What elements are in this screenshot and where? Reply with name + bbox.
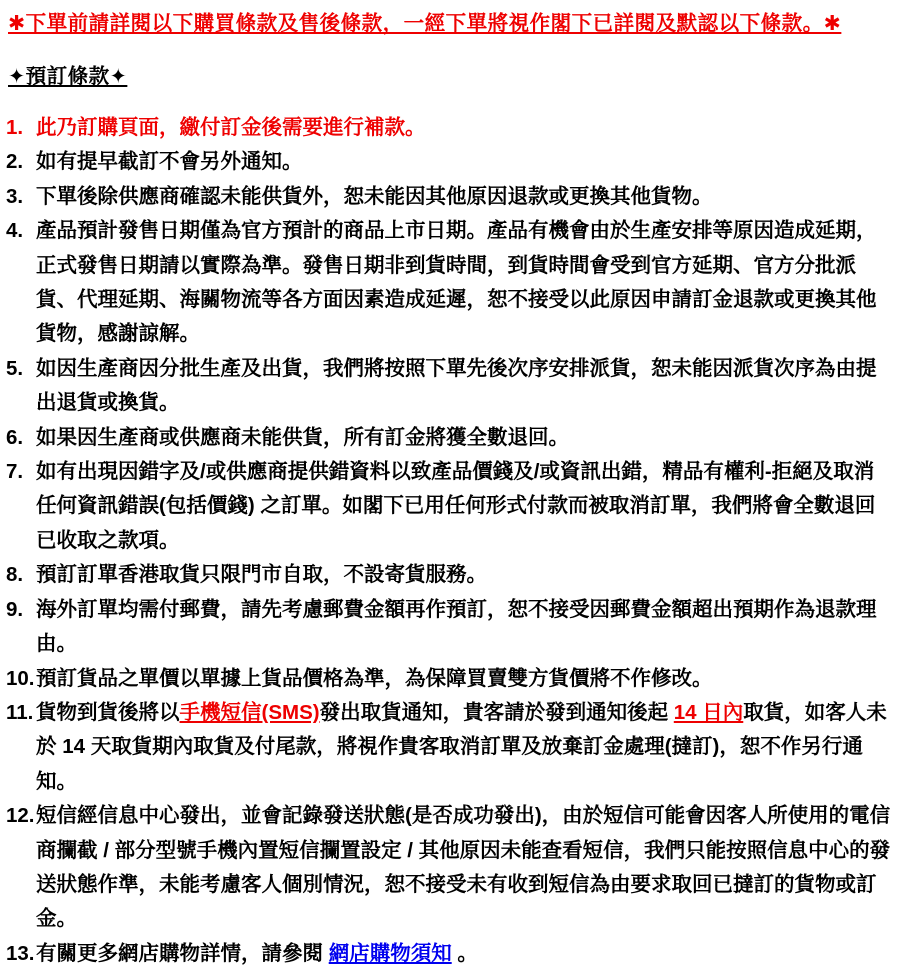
term-text bbox=[36, 593, 893, 662]
term-text bbox=[36, 214, 893, 352]
term-text bbox=[36, 180, 893, 214]
term-text-segment: 發出取貨通知，貴客請於發到通知後起 bbox=[319, 700, 674, 724]
term-item bbox=[6, 593, 893, 662]
term-text bbox=[36, 662, 893, 696]
shop-guide-link[interactable]: 網店購物須知 bbox=[328, 941, 452, 965]
term-text-segment: 如因生產商因分批生產及出貨，我們將按照下單先後次序安排派貨，恕未能因派貨次序為由提出退貨或換貨。 bbox=[36, 356, 877, 415]
term-number: 12. bbox=[6, 804, 35, 828]
terms-list bbox=[6, 111, 893, 971]
term-item bbox=[6, 352, 893, 421]
term-item bbox=[6, 696, 893, 799]
term-number: 10. bbox=[6, 666, 35, 690]
term-text-segment: 海外訂單均需付郵費，請先考慮郵費金額再作預訂，恕不接受因郵費金額超出預期作為退款理由。 bbox=[36, 597, 877, 656]
term-item bbox=[6, 111, 893, 145]
term-text-segment: 產品預計發售日期僅為官方預計的商品上市日期。產品有機會由於生產安排等原因造成延期，正式發售日期請以實際為準。發售日期非到貨時間，到貨時間會受到官方延期、官方分批派貨、代理延期、海關物流等各方面因素造成延遲，恕不接受以此原因申請訂金退款或更換其他貨物，感謝諒解。 bbox=[36, 219, 877, 346]
pickup-deadline-highlight: 14 日內 bbox=[673, 700, 744, 724]
term-text-segment: 預訂貨品之單價以單據上貨品價格為準，為保障買賣雙方貨價將不作修改。 bbox=[36, 666, 713, 690]
term-text-segment: 有關更多網店購物詳情，請參閱 bbox=[36, 941, 329, 965]
term-text-segment: 貨物到貨後將以 bbox=[36, 700, 180, 724]
term-number: 9. bbox=[6, 597, 24, 621]
term-text-segment: 預訂訂單香港取貨只限門市自取，不設寄貨服務。 bbox=[36, 563, 487, 587]
term-text bbox=[36, 145, 893, 179]
term-number: 13. bbox=[6, 941, 35, 965]
term-text bbox=[36, 111, 893, 145]
term-item bbox=[6, 558, 893, 592]
term-item bbox=[6, 214, 893, 352]
term-text bbox=[36, 421, 893, 455]
term-number: 4. bbox=[6, 219, 24, 243]
term-item bbox=[6, 180, 893, 214]
term-text bbox=[36, 799, 893, 937]
term-number: 7. bbox=[6, 460, 24, 484]
term-item bbox=[6, 145, 893, 179]
term-text-segment: 如有出現因錯字及/或供應商提供錯資料以致產品價錢及/或資訊出錯，精品有權利-拒絕及取消任何資訊錯誤(包括價錢) 之訂單。如閣下已用任何形式付款而被取消訂單，我們將會全數退回已收取之款項。 bbox=[36, 460, 876, 552]
sms-notice-highlight: 手機短信(SMS) bbox=[179, 700, 320, 724]
term-number: 3. bbox=[6, 184, 24, 208]
term-text-segment: 如有提早截訂不會另外通知。 bbox=[36, 150, 303, 174]
term-number: 6. bbox=[6, 425, 24, 449]
term-item bbox=[6, 662, 893, 696]
term-number: 2. bbox=[6, 150, 24, 174]
term-text-segment: 。 bbox=[451, 941, 478, 965]
term-text-segment: 如果因生產商或供應商未能供貨，所有訂金將獲全數退回。 bbox=[36, 425, 569, 449]
term-text-segment: 短信經信息中心發出，並會記錄發送狀態(是否成功發出)，由於短信可能會因客人所使用的電信商攔截 / 部分型號手機內置短信攔置設定 / 其他原因未能查看短信，我們只能按照信息中心的發送狀態作準，未能考慮客人個別情況，恕不接受未有收到短信為由要求取回已撻訂的貨物或訂金。 bbox=[36, 804, 891, 931]
term-number: 1. bbox=[6, 116, 24, 139]
term-text bbox=[36, 455, 893, 558]
term-text-segment: 此乃訂購頁面，繳付訂金後需要進行補款。 bbox=[36, 116, 426, 139]
term-text bbox=[36, 696, 893, 799]
term-item bbox=[6, 799, 893, 937]
term-text-segment: 下單後除供應商確認未能供貨外，恕未能因其他原因退款或更換其他貨物。 bbox=[36, 184, 713, 208]
term-item bbox=[6, 937, 893, 971]
term-text bbox=[36, 352, 893, 421]
term-number: 11. bbox=[6, 700, 34, 724]
term-item bbox=[6, 455, 893, 558]
term-text-segment: 取貨，如客人未於 14 天取貨期內取貨及付尾款，將視作貴客取消訂單及放棄訂金處理(撻訂)，恕不作另行通知。 bbox=[36, 700, 887, 793]
term-number: 5. bbox=[6, 356, 24, 380]
term-number: 8. bbox=[6, 563, 24, 587]
term-text bbox=[36, 937, 893, 971]
notice-banner: ✱下單前請詳閱以下購買條款及售後條款，一經下單將視作閣下已詳閱及默認以下條款。✱ bbox=[8, 12, 842, 35]
term-text bbox=[36, 558, 893, 592]
term-item bbox=[6, 421, 893, 455]
section-heading-preorder-terms: ✦預訂條款✦ bbox=[8, 65, 128, 88]
